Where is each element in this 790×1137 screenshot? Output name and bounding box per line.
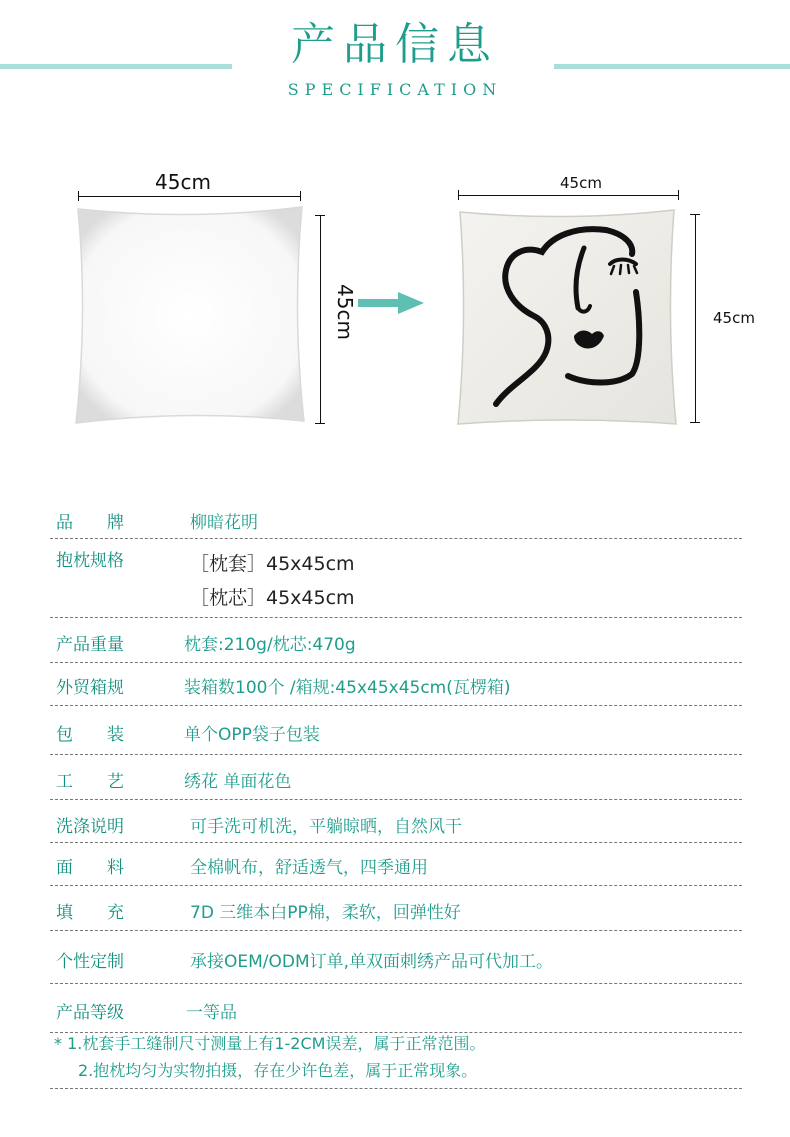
spec-value: 单个OPP袋子包装 xyxy=(184,725,320,745)
spec-row-packaging xyxy=(50,706,742,755)
spec-value: ［枕套］45x45cm xyxy=(190,553,355,575)
spec-row-washing xyxy=(50,800,742,843)
spec-row-size xyxy=(50,539,742,618)
spec-label: 工 艺 xyxy=(56,772,124,792)
left-width-tick-end xyxy=(300,191,301,201)
spec-row-brand xyxy=(50,498,742,539)
spec-row-grade xyxy=(50,984,742,1033)
spec-value: 绣花 单面花色 xyxy=(184,772,292,792)
left-height-tick-end xyxy=(315,423,325,424)
right-width-tick-start xyxy=(458,190,459,200)
right-width-label: 45cm xyxy=(560,174,602,192)
spec-label: 外贸箱规 xyxy=(56,678,124,698)
spec-value: 全棉帆布，舒适透气，四季通用 xyxy=(190,858,428,878)
left-height-label: 45cm xyxy=(333,284,357,340)
spec-row-filling xyxy=(50,886,742,931)
spec-value: 枕套:210g/枕芯:470g xyxy=(184,635,356,655)
spec-value: 一等品 xyxy=(186,1003,237,1023)
notes xyxy=(54,1030,744,1084)
right-height-label: 45cm xyxy=(713,309,755,327)
pillow-insert-image xyxy=(72,203,308,425)
note-line-1: * 1.枕套手工缝制尺寸测量上有1-2CM误差，属于正常范围。 xyxy=(54,1034,486,1053)
spec-value: 承接OEM/ODM订单,单双面刺绣产品可代加工。 xyxy=(190,952,554,972)
page-subtitle: SPECIFICATION xyxy=(287,80,503,99)
spec-label: 个性定制 xyxy=(56,952,124,972)
spec-label: 产品重量 xyxy=(56,635,124,655)
spec-row-customization xyxy=(50,931,742,984)
left-width-bar xyxy=(78,196,300,197)
spec-table xyxy=(50,498,742,1033)
left-height-tick-start xyxy=(315,215,325,216)
right-width-tick-end xyxy=(678,190,679,200)
note-line-2: 2.抱枕均匀为实物拍摄，存在少许色差，属于正常现象。 xyxy=(78,1061,478,1080)
spec-row-carton xyxy=(50,663,742,706)
spec-value-2: ［枕芯］45x45cm xyxy=(190,587,355,609)
spec-label: 产品等级 xyxy=(56,1003,124,1023)
notes-divider xyxy=(50,1088,742,1089)
left-width-tick-start xyxy=(78,191,79,201)
left-width-label: 45cm xyxy=(155,170,211,194)
right-height-tick-start xyxy=(690,214,700,215)
spec-label: 洗涤说明 xyxy=(56,817,124,837)
spec-value: 柳暗花明 xyxy=(190,513,258,533)
spec-label: 品 牌 xyxy=(56,513,124,533)
spec-label: 面 料 xyxy=(56,858,124,878)
left-height-bar xyxy=(320,215,321,423)
right-height-tick-end xyxy=(690,422,700,423)
arrow-right-icon xyxy=(358,292,424,314)
page-title: 产品信息 xyxy=(291,19,499,70)
right-width-bar xyxy=(458,195,678,196)
embroidered-face-pillow-image xyxy=(456,208,678,426)
spec-value: 可手洗可机洗，平躺晾晒，自然风干 xyxy=(190,817,462,837)
spec-label: 包 装 xyxy=(56,725,124,745)
right-height-bar xyxy=(695,214,696,422)
spec-value: 装箱数100个 /箱规:45x45x45cm(瓦楞箱) xyxy=(184,678,511,698)
spec-label: 填 充 xyxy=(56,903,124,923)
spec-label: 抱枕规格 xyxy=(56,551,124,571)
spec-value: 7D 三维本白PP棉，柔软，回弹性好 xyxy=(190,903,461,923)
spec-row-craft xyxy=(50,755,742,800)
spec-row-weight xyxy=(50,618,742,663)
spec-row-fabric xyxy=(50,843,742,886)
